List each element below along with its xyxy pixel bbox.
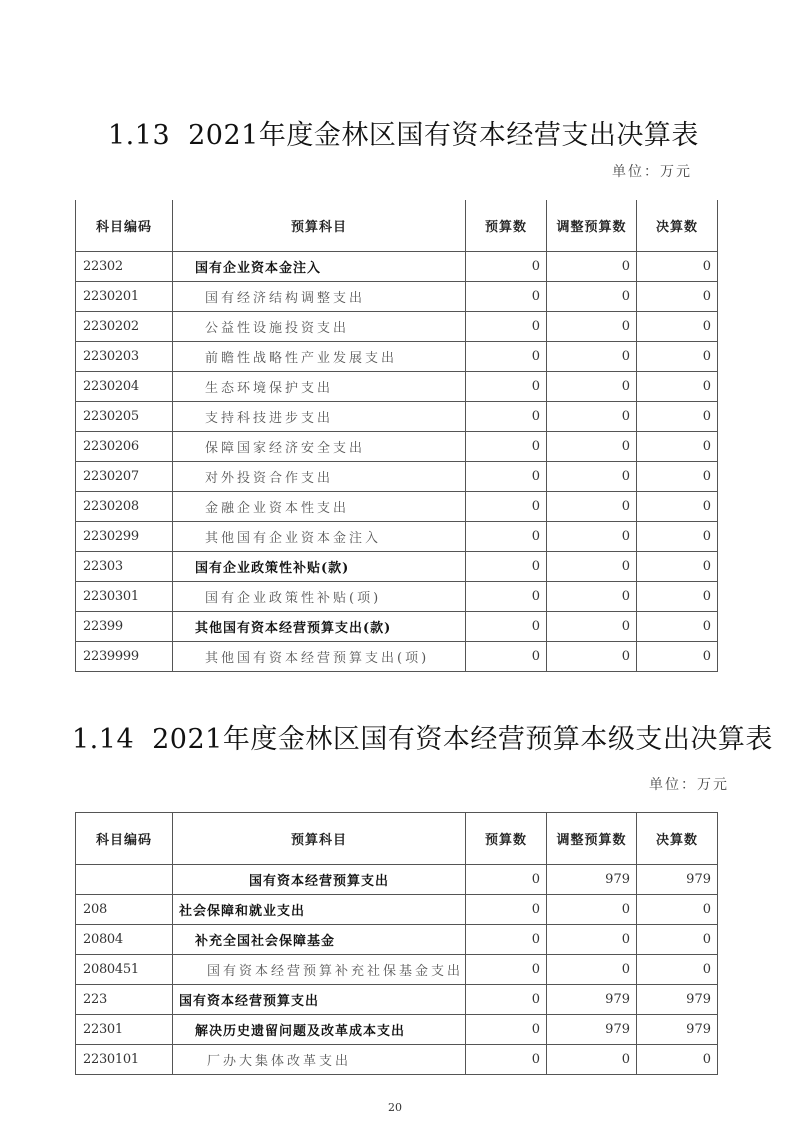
table2-title [72, 717, 773, 756]
row-subject: 社会保障和就业支出 [173, 895, 466, 925]
row-adjusted-budget: 0 [547, 552, 637, 582]
row-code: 223 [76, 985, 173, 1015]
row-subject: 生态环境保护支出 [173, 372, 466, 402]
row-final: 0 [637, 955, 718, 985]
row-adjusted-budget: 0 [547, 462, 637, 492]
header-subject: 预算科目 [173, 200, 466, 252]
row-adjusted-budget: 0 [547, 522, 637, 552]
row-subject: 国有企业政策性补贴(款) [173, 552, 466, 582]
row-subject: 公益性设施投资支出 [173, 312, 466, 342]
row-adjusted-budget: 0 [547, 432, 637, 462]
row-code: 22301 [76, 1015, 173, 1045]
row-subject: 其他国有资本经营预算支出(项) [173, 642, 466, 672]
table-row [76, 282, 718, 312]
table1-header-row [76, 200, 718, 252]
table2-title-text: 2021年度金林区国有资本经营预算本级支出决算表 [152, 724, 773, 755]
row-adjusted-budget: 0 [547, 642, 637, 672]
row-adjusted-budget: 979 [547, 985, 637, 1015]
table-row [76, 642, 718, 672]
row-final: 0 [637, 522, 718, 552]
row-code: 2230201 [76, 282, 173, 312]
row-code: 2230205 [76, 402, 173, 432]
row-subject: 支持科技进步支出 [173, 402, 466, 432]
row-adjusted-budget: 0 [547, 1045, 637, 1075]
row-budget: 0 [466, 432, 547, 462]
row-budget: 0 [466, 925, 547, 955]
row-code: 208 [76, 895, 173, 925]
table-row [76, 402, 718, 432]
row-code: 2230204 [76, 372, 173, 402]
row-code [76, 865, 173, 895]
row-adjusted-budget: 0 [547, 252, 637, 282]
row-final: 979 [637, 985, 718, 1015]
row-code: 2080451 [76, 955, 173, 985]
row-subject: 对外投资合作支出 [173, 462, 466, 492]
header-adjusted-budget: 调整预算数 [547, 200, 637, 252]
table-row [76, 925, 718, 955]
table-row [76, 372, 718, 402]
row-code: 22399 [76, 612, 173, 642]
row-code: 2230206 [76, 432, 173, 462]
row-budget: 0 [466, 582, 547, 612]
row-budget: 0 [466, 462, 547, 492]
row-code: 2230207 [76, 462, 173, 492]
table-row [76, 985, 718, 1015]
header-budget: 预算数 [466, 813, 547, 865]
row-adjusted-budget: 0 [547, 955, 637, 985]
row-budget: 0 [466, 342, 547, 372]
row-final: 0 [637, 895, 718, 925]
row-final: 0 [637, 312, 718, 342]
row-budget: 0 [466, 282, 547, 312]
table-row [76, 342, 718, 372]
row-code: 22302 [76, 252, 173, 282]
row-budget: 0 [466, 312, 547, 342]
row-budget: 0 [466, 985, 547, 1015]
row-adjusted-budget: 0 [547, 342, 637, 372]
row-final: 979 [637, 865, 718, 895]
table2-header-row [76, 813, 718, 865]
row-subject: 金融企业资本性支出 [173, 492, 466, 522]
row-final: 0 [637, 582, 718, 612]
table-row [76, 552, 718, 582]
row-budget: 0 [466, 1045, 547, 1075]
table1-section-number: 1.13 [108, 120, 171, 151]
row-adjusted-budget: 0 [547, 282, 637, 312]
row-adjusted-budget: 979 [547, 865, 637, 895]
row-code: 2239999 [76, 642, 173, 672]
row-code: 2230208 [76, 492, 173, 522]
row-final: 0 [637, 1045, 718, 1075]
table1-unit-label: 单位：万元 [612, 164, 692, 180]
row-adjusted-budget: 0 [547, 372, 637, 402]
row-final: 0 [637, 402, 718, 432]
table-row [76, 312, 718, 342]
table-row [76, 955, 718, 985]
row-budget: 0 [466, 402, 547, 432]
row-adjusted-budget: 0 [547, 895, 637, 925]
header-final: 决算数 [637, 813, 718, 865]
row-budget: 0 [466, 612, 547, 642]
table2-section-number: 1.14 [72, 724, 135, 755]
table-row [76, 582, 718, 612]
table2-unit-label: 单位：万元 [649, 777, 729, 793]
row-code: 2230301 [76, 582, 173, 612]
row-subject: 其他国有资本经营预算支出(款) [173, 612, 466, 642]
table1 [75, 200, 718, 672]
table-row [76, 1015, 718, 1045]
table-row [76, 895, 718, 925]
row-subject: 前瞻性战略性产业发展支出 [173, 342, 466, 372]
table2 [75, 812, 718, 1075]
table-row [76, 492, 718, 522]
row-budget: 0 [466, 895, 547, 925]
row-budget: 0 [466, 642, 547, 672]
row-final: 0 [637, 925, 718, 955]
row-final: 0 [637, 372, 718, 402]
row-subject: 国有经济结构调整支出 [173, 282, 466, 312]
row-final: 0 [637, 462, 718, 492]
row-subject: 厂办大集体改革支出 [173, 1045, 466, 1075]
row-final: 0 [637, 252, 718, 282]
table-row [76, 522, 718, 552]
row-final: 0 [637, 642, 718, 672]
row-code: 2230202 [76, 312, 173, 342]
table1-title [108, 113, 699, 152]
row-adjusted-budget: 0 [547, 612, 637, 642]
row-budget: 0 [466, 1015, 547, 1045]
row-code: 2230203 [76, 342, 173, 372]
row-budget: 0 [466, 372, 547, 402]
row-budget: 0 [466, 955, 547, 985]
row-final: 0 [637, 342, 718, 372]
row-adjusted-budget: 0 [547, 402, 637, 432]
table1-title-text: 2021年度金林区国有资本经营支出决算表 [188, 120, 699, 151]
row-subject: 国有资本经营预算补充社保基金支出 [173, 955, 466, 985]
row-adjusted-budget: 0 [547, 582, 637, 612]
row-subject: 国有资本经营预算支出 [173, 865, 466, 895]
header-subject: 预算科目 [173, 813, 466, 865]
row-subject: 补充全国社会保障基金 [173, 925, 466, 955]
row-adjusted-budget: 979 [547, 1015, 637, 1045]
row-final: 0 [637, 612, 718, 642]
table-row [76, 1045, 718, 1075]
header-final: 决算数 [637, 200, 718, 252]
row-adjusted-budget: 0 [547, 312, 637, 342]
row-adjusted-budget: 0 [547, 492, 637, 522]
row-code: 2230101 [76, 1045, 173, 1075]
row-final: 0 [637, 492, 718, 522]
row-final: 0 [637, 552, 718, 582]
table-row [76, 865, 718, 895]
row-code: 2230299 [76, 522, 173, 552]
header-budget: 预算数 [466, 200, 547, 252]
row-adjusted-budget: 0 [547, 925, 637, 955]
row-budget: 0 [466, 552, 547, 582]
row-subject: 解决历史遗留问题及改革成本支出 [173, 1015, 466, 1045]
table-row [76, 432, 718, 462]
row-subject: 国有资本经营预算支出 [173, 985, 466, 1015]
row-final: 0 [637, 432, 718, 462]
row-subject: 国有企业资本金注入 [173, 252, 466, 282]
row-budget: 0 [466, 522, 547, 552]
row-final: 0 [637, 282, 718, 312]
table-row [76, 462, 718, 492]
table-row [76, 252, 718, 282]
row-budget: 0 [466, 492, 547, 522]
row-budget: 0 [466, 252, 547, 282]
header-code: 科目编码 [76, 813, 173, 865]
row-code: 22303 [76, 552, 173, 582]
row-budget: 0 [466, 865, 547, 895]
header-code: 科目编码 [76, 200, 173, 252]
page-number: 20 [388, 1101, 402, 1114]
table-row [76, 612, 718, 642]
row-code: 20804 [76, 925, 173, 955]
row-subject: 保障国家经济安全支出 [173, 432, 466, 462]
row-subject: 国有企业政策性补贴(项) [173, 582, 466, 612]
row-final: 979 [637, 1015, 718, 1045]
header-adjusted-budget: 调整预算数 [547, 813, 637, 865]
row-subject: 其他国有企业资本金注入 [173, 522, 466, 552]
